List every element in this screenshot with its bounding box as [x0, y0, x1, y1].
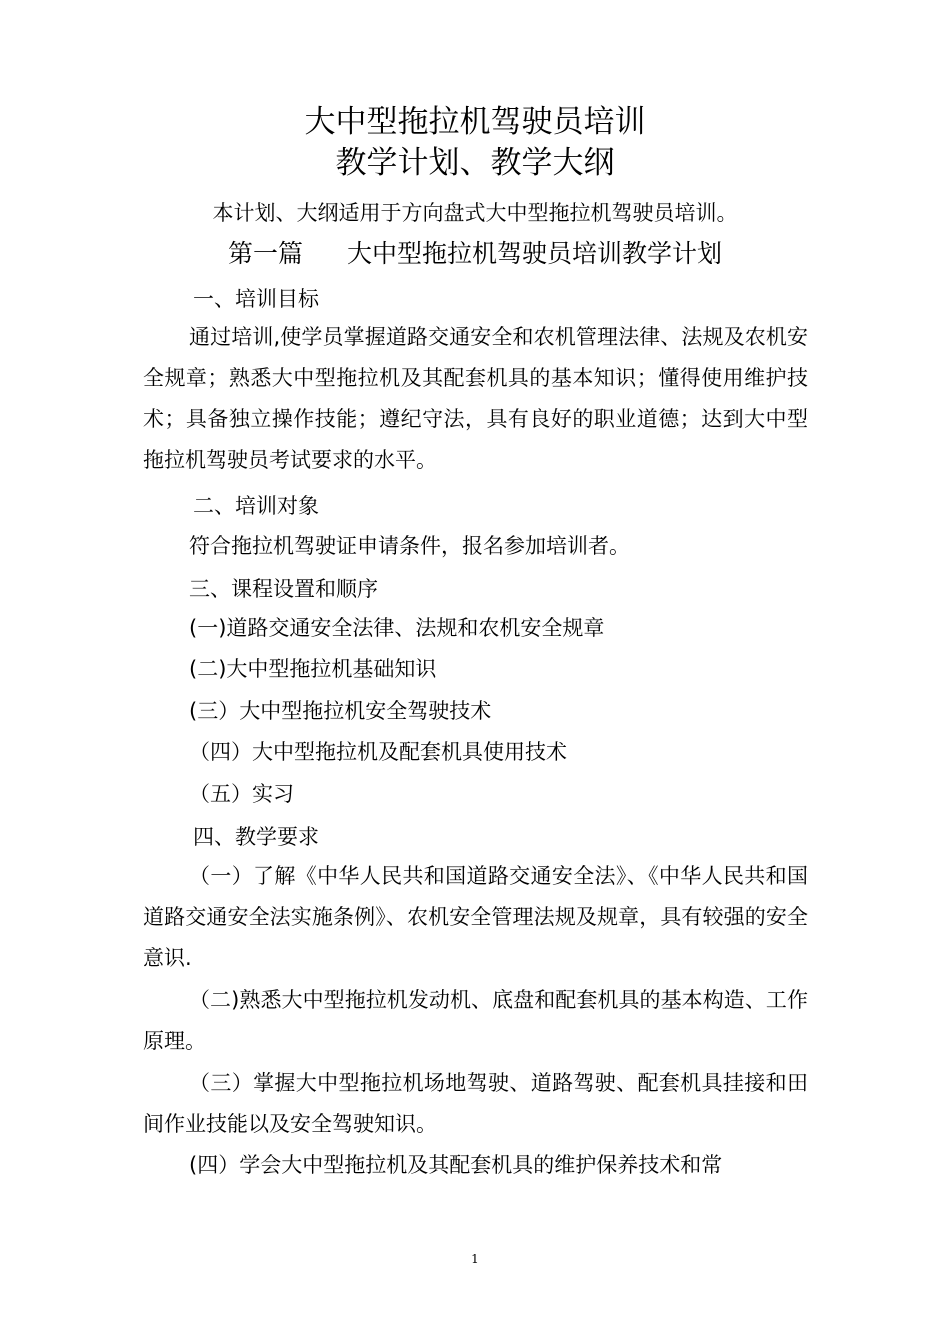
section-heading-requirements: 四、教学要求 [193, 825, 319, 849]
course-item-4: （四）大中型拖拉机及配套机具使用技术 [189, 740, 567, 764]
course-item-3: (三）大中型拖拉机安全驾驶技术 [189, 699, 492, 723]
page-number: 1 [471, 1252, 479, 1266]
part-label: 第一篇 [227, 239, 303, 268]
scope-note: 本计划、大纲适用于方向盘式大中型拖拉机驾驶员培训。 [212, 201, 738, 225]
section-heading-courses: 三、课程设置和顺序 [189, 577, 378, 601]
course-item-1: (一)道路交通安全法律、法规和农机安全规章 [189, 616, 605, 640]
document-title-line-1: 大中型拖拉机驾驶员培训 [304, 104, 646, 140]
requirement-item-1: （一）了解《中华人民共和国道路交通安全法》、《中华人民共和国道路交通安全法实施条例》、农机安全管理法规及规章，具有较强的安全意识. [143, 864, 808, 970]
course-item-5: （五）实习 [189, 782, 294, 806]
requirement-item-2: （二)熟悉大中型拖拉机发动机、底盘和配套机具的基本构造、工作原理。 [143, 988, 808, 1053]
section-heading-objective: 一、培训目标 [193, 287, 319, 311]
requirement-item-4: (四）学会大中型拖拉机及其配套机具的维护保养技术和常 [189, 1153, 723, 1177]
objective-paragraph: 通过培训,使学员掌握道路交通安全和农机管理法律、法规及农机安全规章；熟悉大中型拖拉机及其配套机具的基本知识；懂得使用维护技术；具备独立操作技能；遵纪守法，具有良好的职业道德；达到大中型拖拉机驾驶员考试要求的水平。 [143, 325, 808, 472]
document-title-line-2: 教学计划、教学大纲 [335, 145, 615, 181]
audience-paragraph: 符合拖拉机驾驶证申请条件，报名参加培训者。 [189, 534, 630, 558]
section-heading-audience: 二、培训对象 [193, 494, 319, 518]
part-title: 大中型拖拉机驾驶员培训教学计划 [347, 239, 723, 268]
course-item-2: (二)大中型拖拉机基础知识 [189, 657, 437, 681]
part-heading [0, 238, 950, 270]
requirement-item-3: （三）掌握大中型拖拉机场地驾驶、道路驾驶、配套机具挂接和田间作业技能以及安全驾驶知识。 [143, 1071, 808, 1136]
